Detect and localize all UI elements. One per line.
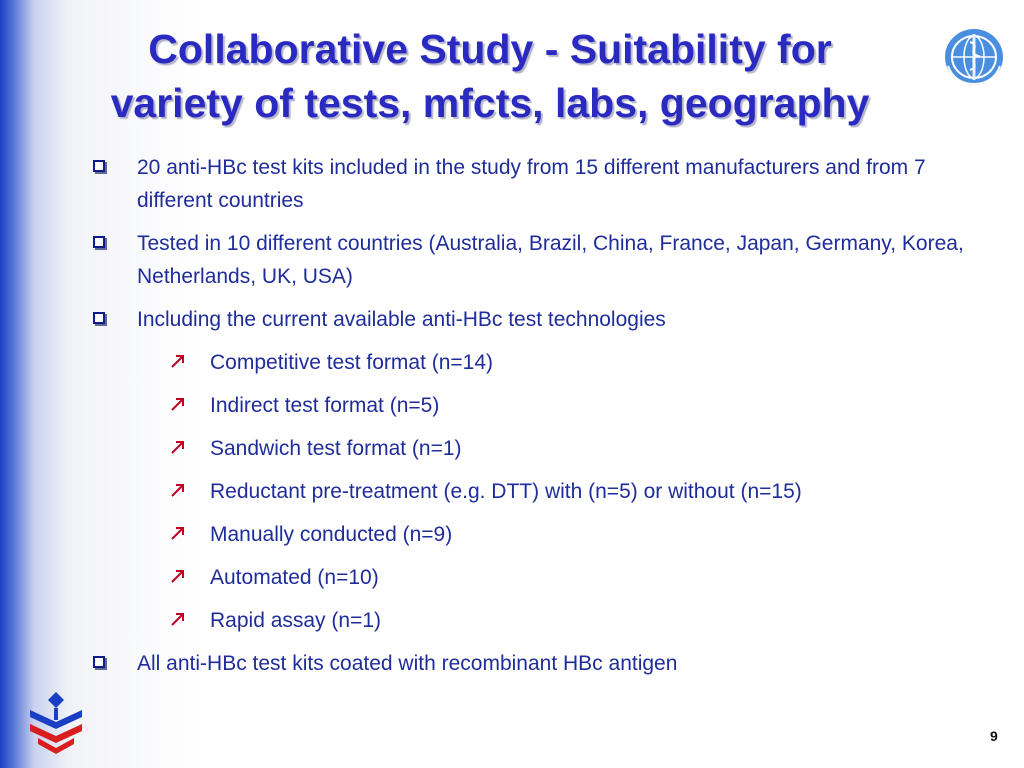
bullet-item: [92, 647, 972, 680]
bullet-item: [92, 303, 972, 336]
slide-title: [60, 22, 920, 130]
slide-title-line-2: variety of tests, mfcts, labs, geography: [110, 80, 870, 126]
sub-bullet-text: Reductant pre-treatment (e.g. DTT) with (n=5) or without (n=15): [210, 480, 802, 503]
sub-bullet-text: Indirect test format (n=5): [210, 394, 440, 417]
checkbox-square-icon: [93, 236, 105, 248]
sub-bullet-item: [92, 518, 972, 561]
bullet-text: All anti-HBc test kits coated with recombinant HBc antigen: [137, 652, 678, 675]
bullet-item: [92, 227, 972, 293]
checkbox-square-icon: [93, 656, 105, 668]
arrow-up-right-icon: [170, 396, 186, 412]
sub-bullet-item: [92, 389, 972, 432]
arrow-up-right-icon: [170, 568, 186, 584]
arrow-up-right-icon: [170, 611, 186, 627]
sub-bullet-text: Manually conducted (n=9): [210, 523, 453, 546]
arrow-up-right-icon: [170, 353, 186, 369]
sub-bullet-text: Automated (n=10): [210, 566, 379, 589]
checkbox-square-icon: [93, 312, 105, 324]
arrow-up-right-icon: [170, 525, 186, 541]
sub-bullet-item: [92, 432, 972, 475]
who-emblem-icon: [942, 26, 1006, 88]
bullet-item: [92, 151, 972, 217]
sub-bullet-text: Sandwich test format (n=1): [210, 437, 462, 460]
bullet-text: Including the current available anti-HBc test technologies: [137, 308, 666, 331]
bullet-text: Tested in 10 different countries (Australia, Brazil, China, France, Japan, Germany, Korea, Netherlands, UK, USA): [137, 232, 964, 288]
sub-bullet-item: [92, 561, 972, 604]
slide-title-line-1: Collaborative Study - Suitability for: [148, 26, 832, 72]
page-number: 9: [990, 728, 998, 744]
checkbox-square-icon: [93, 160, 105, 172]
sub-bullet-text: Competitive test format (n=14): [210, 351, 494, 374]
arrow-up-right-icon: [170, 439, 186, 455]
arrow-up-right-icon: [170, 482, 186, 498]
bullet-list: [92, 151, 972, 690]
bullet-text: 20 anti-HBc test kits included in the study from 15 different manufacturers and from 7 different countries: [137, 156, 926, 212]
organization-logo-icon: [24, 688, 88, 754]
sub-bullet-item: [92, 604, 972, 647]
sub-bullet-text: Rapid assay (n=1): [210, 609, 382, 632]
sub-bullet-item: [92, 475, 972, 518]
sub-bullet-item: [92, 346, 972, 389]
